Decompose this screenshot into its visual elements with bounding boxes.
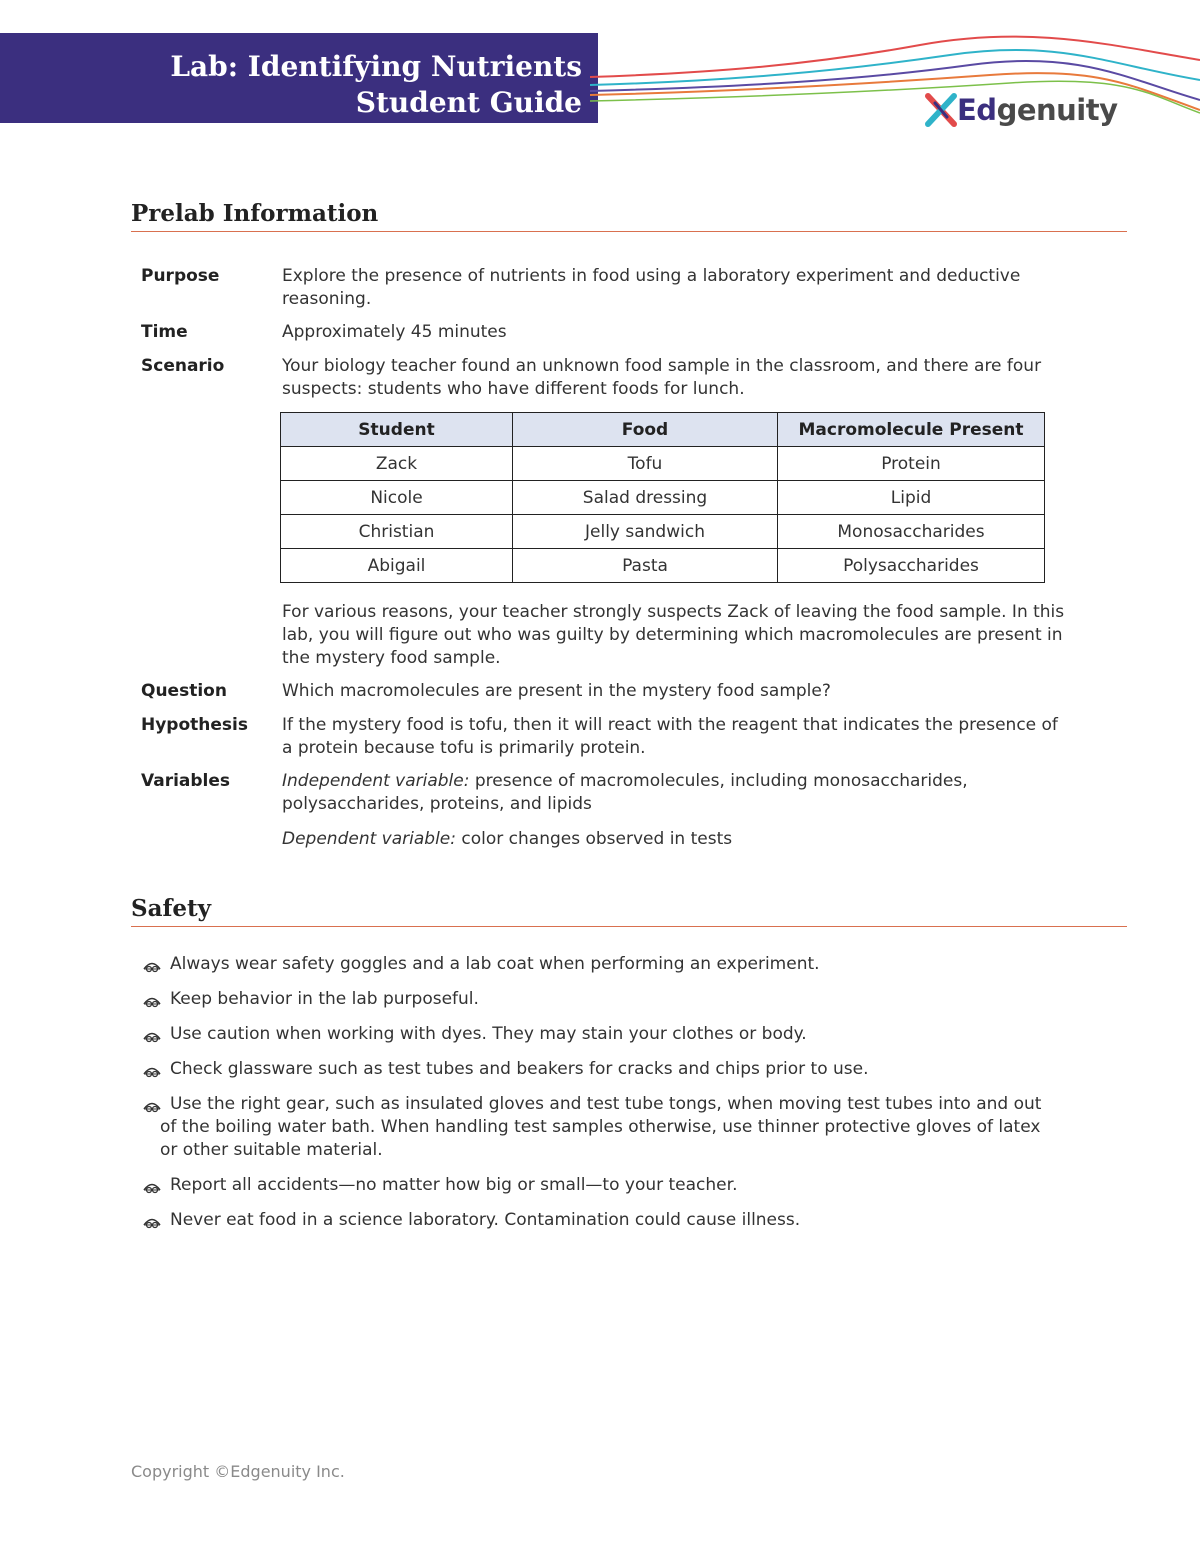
safety-goggles-icon xyxy=(143,1097,161,1113)
safety-goggles-icon xyxy=(143,1213,161,1229)
suspects-table xyxy=(280,412,1045,583)
list-item: Check glassware such as test tubes and beakers for cracks and chips prior to use. xyxy=(143,1058,1063,1081)
list-item: Use the right gear, such as insulated gloves and test tube tongs, when moving test tubes into and out of the boiling water bath. When handling test samples otherwise, use thinner protective gloves of latex or other suitable material. xyxy=(143,1093,1063,1162)
table-cell: Christian xyxy=(281,515,513,549)
table-row xyxy=(281,549,1045,583)
safety-goggles-icon xyxy=(143,1178,161,1194)
document-subtitle: Student Guide xyxy=(355,86,582,119)
independent-variable-label: Independent variable: xyxy=(282,771,470,791)
purpose-label: Purpose xyxy=(141,266,220,286)
list-item: Keep behavior in the lab purposeful. xyxy=(143,988,1063,1011)
table-cell: Nicole xyxy=(281,481,513,515)
list-item: Never eat food in a science laboratory. Contamination could cause illness. xyxy=(143,1209,1063,1232)
time-label: Time xyxy=(141,322,188,342)
table-cell: Jelly sandwich xyxy=(513,515,778,549)
safety-heading: Safety xyxy=(131,895,1127,927)
question-text: Which macromolecules are present in the mystery food sample? xyxy=(282,681,831,701)
independent-variable-text: Independent variable: presence of macromolecules, including monosaccharides, polysaccharides, proteins, and lipids xyxy=(282,771,968,814)
table-row xyxy=(281,447,1045,481)
safety-goggles-icon xyxy=(143,992,161,1008)
copyright-footer: Copyright ©Edgenuity Inc. xyxy=(131,1462,345,1481)
edgenuity-logo xyxy=(925,90,1118,130)
table-row xyxy=(281,515,1045,549)
column-header-food: Food xyxy=(513,413,778,447)
table-cell: Lipid xyxy=(778,481,1045,515)
safety-goggles-icon xyxy=(143,1027,161,1043)
table-row xyxy=(281,481,1045,515)
dependent-variable-label: Dependent variable: xyxy=(282,829,456,849)
table-header-row xyxy=(281,413,1045,447)
table-cell: Polysaccharides xyxy=(778,549,1045,583)
list-item: Always wear safety goggles and a lab coat when performing an experiment. xyxy=(143,953,1063,976)
list-item: Report all accidents—no matter how big or small—to your teacher. xyxy=(143,1174,1063,1197)
scenario-followup-text: For various reasons, your teacher strongly suspects Zack of leaving the food sample. In this lab, you will figure out who was guilty by determining which macromolecules are present in the mystery food sample. xyxy=(282,602,1065,668)
question-label: Question xyxy=(141,681,227,701)
table-cell: Abigail xyxy=(281,549,513,583)
table-cell: Zack xyxy=(281,447,513,481)
safety-goggles-icon xyxy=(143,957,161,973)
list-item: Use caution when working with dyes. They may stain your clothes or body. xyxy=(143,1023,1063,1046)
scenario-label: Scenario xyxy=(141,356,225,376)
table-cell: Protein xyxy=(778,447,1045,481)
table-cell: Monosaccharides xyxy=(778,515,1045,549)
safety-goggles-icon xyxy=(143,1062,161,1078)
document-title-block xyxy=(170,49,582,121)
prelab-heading: Prelab Information xyxy=(131,200,1127,232)
column-header-macromolecule: Macromolecule Present xyxy=(778,413,1045,447)
edgenuity-x-icon xyxy=(925,93,957,127)
scenario-text: Your biology teacher found an unknown food sample in the classroom, and there are four suspects: students who have different foods for lunch. xyxy=(282,356,1042,399)
table-cell: Tofu xyxy=(513,447,778,481)
hypothesis-label: Hypothesis xyxy=(141,715,248,735)
table-cell: Pasta xyxy=(513,549,778,583)
dependent-variable-text: Dependent variable: color changes observed in tests xyxy=(282,829,733,849)
purpose-text: Explore the presence of nutrients in food using a laboratory experiment and deductive reasoning. xyxy=(282,266,1021,309)
time-text: Approximately 45 minutes xyxy=(282,322,507,342)
document-title: Lab: Identifying Nutrients xyxy=(170,50,582,83)
hypothesis-text: If the mystery food is tofu, then it will react with the reagent that indicates the presence of a protein because tofu is primarily protein. xyxy=(282,715,1058,758)
variables-label: Variables xyxy=(141,771,231,791)
table-cell: Salad dressing xyxy=(513,481,778,515)
safety-list xyxy=(143,953,1063,1244)
column-header-student: Student xyxy=(281,413,513,447)
header-band xyxy=(0,33,598,123)
logo-wordmark: Edgenuity xyxy=(957,93,1118,127)
